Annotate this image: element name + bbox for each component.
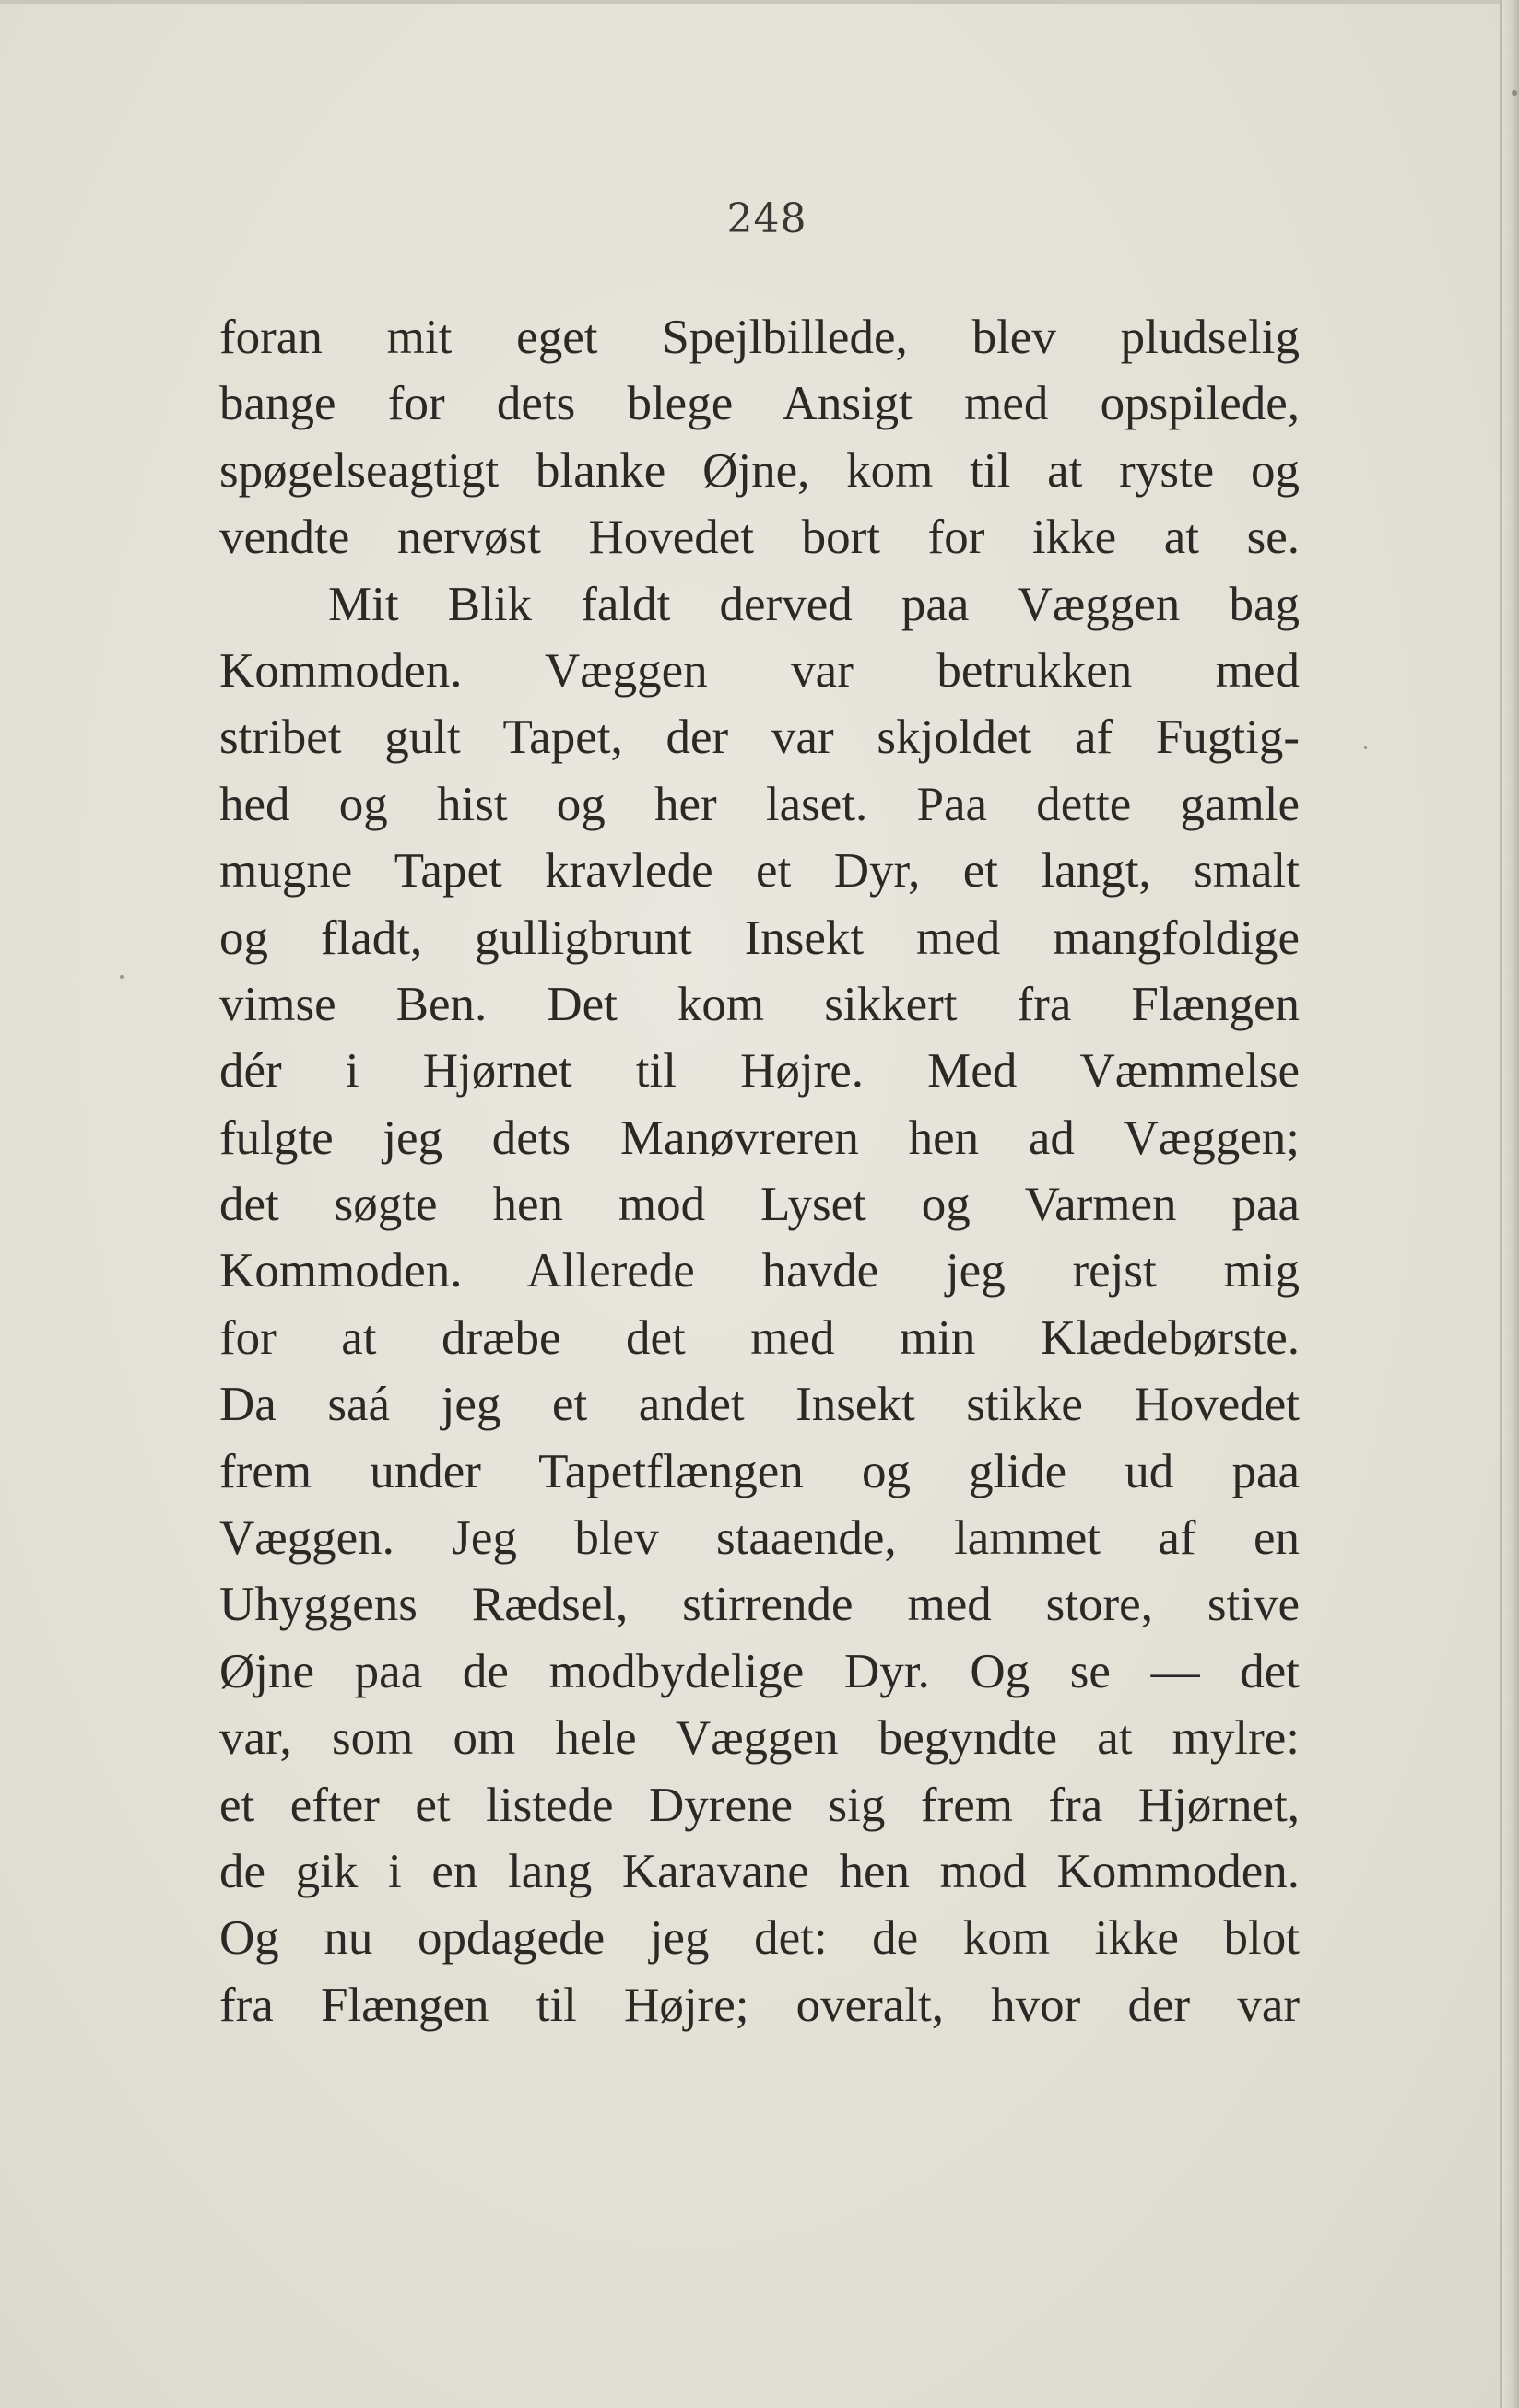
text-line: spøgelseagtigt blanke Øjne, kom til at ryste og — [219, 443, 1300, 498]
text-line: fra Flængen til Højre; overalt, hvor der var — [219, 1978, 1300, 2032]
text-line: bange for dets blege Ansigt med opspilede, — [219, 377, 1300, 431]
text-line: stribet gult Tapet, der var skjoldet af Fugtig- — [219, 711, 1300, 765]
text-line: hed og hist og her laset. Paa dette gamle — [219, 777, 1300, 831]
text-line: Og nu opdagede jeg det: de kom ikke blot — [219, 1911, 1300, 1966]
body-text — [219, 304, 1300, 2038]
text-line: Væggen. Jeg blev staaende, lammet af en — [219, 1511, 1300, 1566]
text-line: Da saá jeg et andet Insekt stikke Hovedet — [219, 1378, 1300, 1432]
paper-speck — [120, 975, 124, 979]
text-line: Mit Blik faldt derved paa Væggen bag — [328, 577, 1300, 631]
text-line: mugne Tapet kravlede et Dyr, et langt, smalt — [219, 844, 1300, 899]
text-line: og fladt, gulligbrunt Insekt med mangfoldige — [219, 910, 1300, 965]
text-line: for at dræbe det med min Klædebørste. — [219, 1310, 1300, 1365]
text-line: Uhyggens Rædsel, stirrende med store, stive — [219, 1578, 1300, 1632]
text-line: Øjne paa de modbydelige Dyr. Og se — det — [219, 1644, 1300, 1698]
paper-speck — [1512, 90, 1517, 96]
text-line: frem under Tapetflængen og glide ud paa — [219, 1444, 1300, 1498]
paper-speck — [1364, 746, 1367, 749]
text-line: det søgte hen mod Lyset og Varmen paa — [219, 1178, 1300, 1232]
page-number: 248 — [726, 195, 807, 242]
text-line: var, som om hele Væggen begyndte at mylre: — [219, 1711, 1300, 1766]
text-line: Kommoden. Allerede havde jeg rejst mig — [219, 1244, 1300, 1298]
text-line: dér i Hjørnet til Højre. Med Væmmelse — [219, 1044, 1300, 1098]
text-line: de gik i en lang Karavane hen mod Kommoden. — [219, 1844, 1300, 1898]
page-right-edge — [1500, 0, 1519, 2408]
text-line: vendte nervøst Hovedet bort for ikke at se. — [219, 511, 1300, 565]
text-line: vimse Ben. Det kom sikkert fra Flængen — [219, 977, 1300, 1031]
text-line: Kommoden. Væggen var betrukken med — [219, 643, 1300, 698]
text-line: et efter et listede Dyrene sig frem fra Hjørnet, — [219, 1778, 1300, 1832]
page-top-edge — [0, 0, 1519, 4]
text-line: foran mit eget Spejlbillede, blev pludselig — [219, 311, 1300, 364]
text-line: fulgte jeg dets Manøvreren hen ad Væggen; — [219, 1110, 1300, 1165]
